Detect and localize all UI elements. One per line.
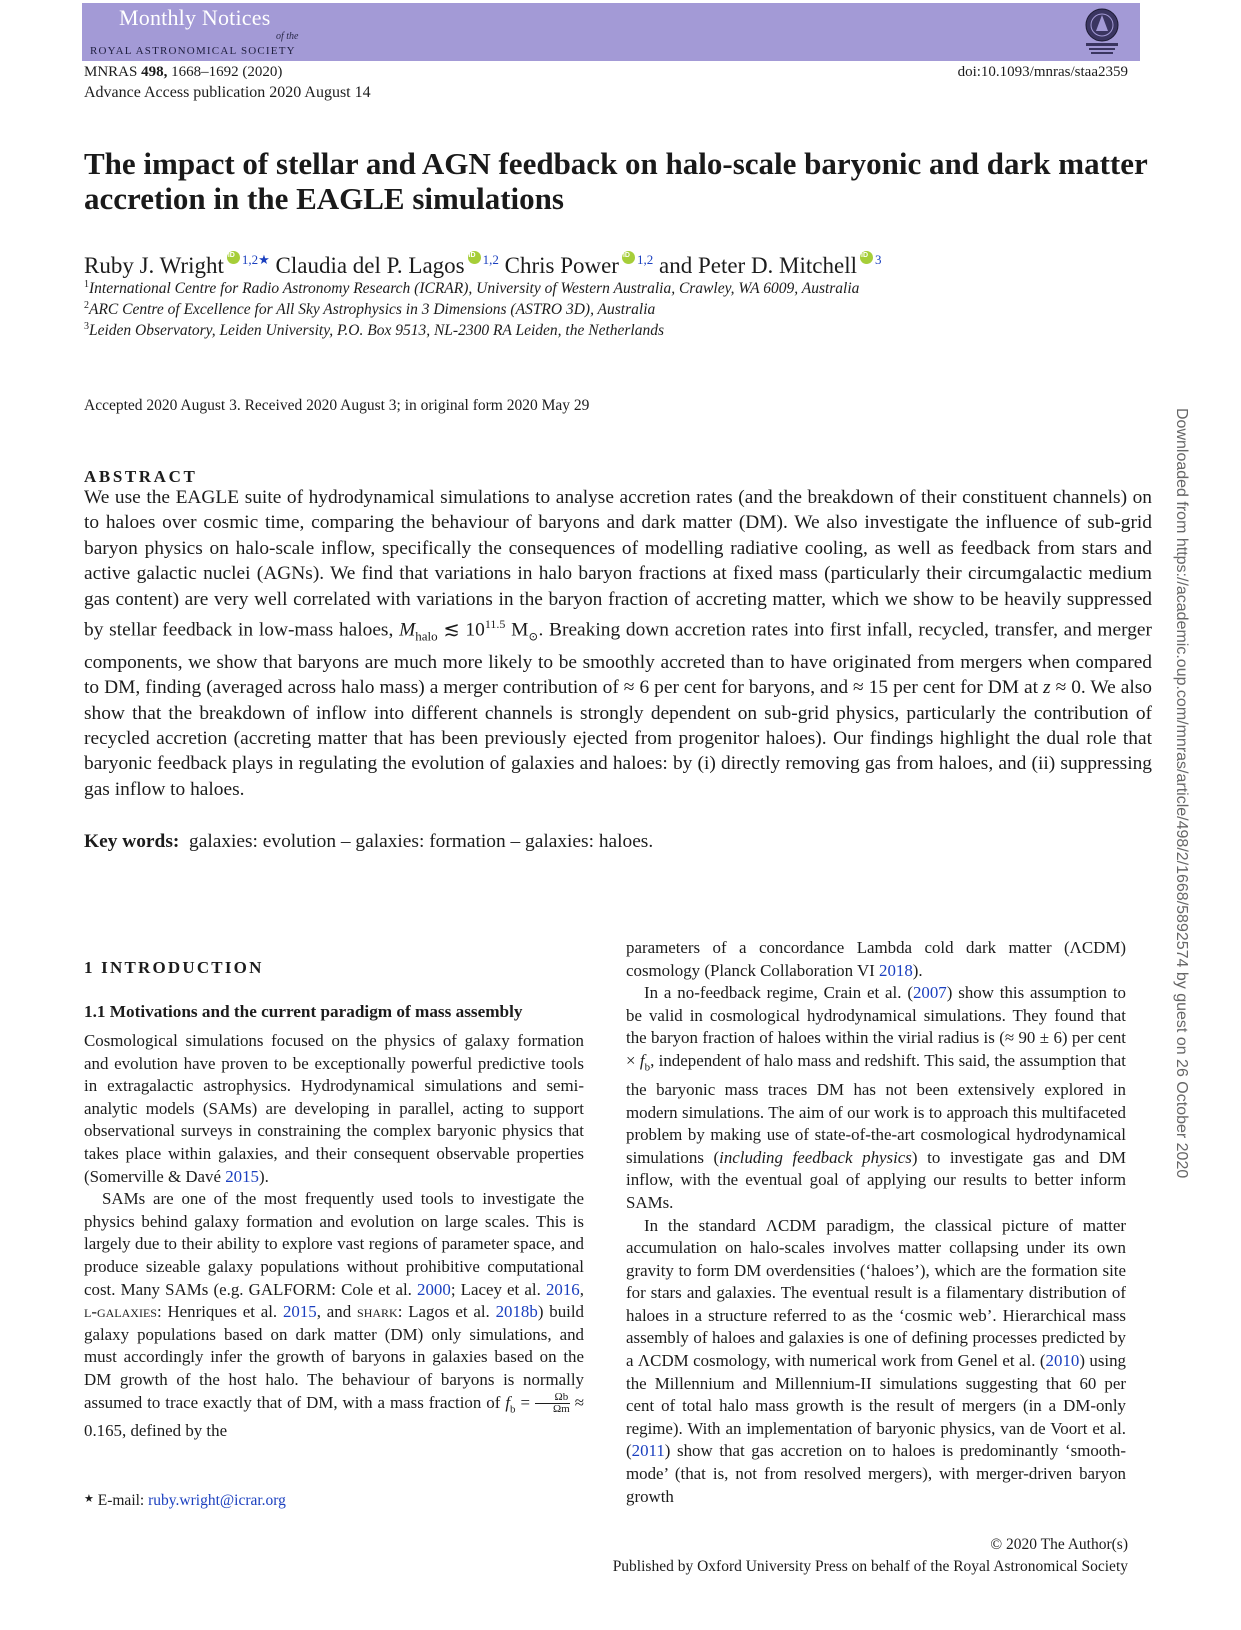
author-affil-sup[interactable]: 1,2 <box>636 252 654 267</box>
sun-symbol: ⊙ <box>528 629 539 644</box>
abstract-text: ≈ 0. We also show that the breakdown of inflow into different channels is strongly dependent on sub-grid physics, particularly the contribution of recycled accretion (accreting matter that has been previously ejected from progenitor haloes). Our findings highlight the dual role that baryonic feedback plays in regulating the evolution of galaxies and haloes: by (i) directly removing gas from haloes, and (ii) suppressing gas inflow to haloes. <box>84 677 1152 800</box>
paragraph-text: In the standard ΛCDM paradigm, the classical picture of matter accumulation on halo-scales involves matter collapsing under its own gravity to form DM overdensities (‘haloes’), which are the formation site for stars and galaxies. The eventual result is a filamentary distribution of haloes in a structure referred to as the ‘cosmic web’. Hierarchical mass assembly of haloes and galaxies is one of defining processes predicted by a ΛCDM cosmology, with numerical work from Genel et al. ( <box>626 1215 1126 1371</box>
footnote-marker: ★ <box>84 1493 94 1505</box>
left-column <box>84 1030 584 1443</box>
paragraph-text: SAMs are one of the most frequently used tools to investigate the physics behind galaxy formation and evolution on large scales. This is largely due to their ability to explore vast regions of parameter space, and produce sizeable galaxy populations without prohibitive computational cost. Many SAMs (e.g. GALFORM: Cole et al. <box>84 1189 584 1299</box>
paragraph-text: ) build galaxy populations based on dark matter (DM) only simulations, and must accordingly infer the growth of baryons in galaxies based on the DM growth of the host halo. The behaviour of baryons is normally assumed to trace exactly that of DM, with a mass fraction of <box>84 1302 584 1412</box>
volume: 498, <box>141 64 168 80</box>
copyright: © 2020 The Author(s) <box>990 1536 1128 1553</box>
abstract-text: . Breaking down accretion rates into first infall, recycled, transfer, and merger components, we show that baryons are much more likely to be smoothly accreted than to have originated from mergers when compared to DM, finding (averaged across halo mass) a merger contribution of ≈ 6 per cent for baryons, and ≈ 15 per cent for DM at <box>84 619 1152 699</box>
math-unit: M <box>505 619 529 641</box>
paragraph-text: , independent of halo mass and redshift. This said, the assumption that the baryonic mass traces DM has not been extensively explored in modern simulations. The aim of our work is to approach this multifaceted problem by making use of state-of-the-art cosmological hydrodynamical simulations ( <box>626 1050 1126 1167</box>
affiliation-number: 2 <box>84 300 89 311</box>
affiliation <box>84 321 664 340</box>
math-subscript: halo <box>415 628 438 644</box>
email-link[interactable]: ruby.wright@icrar.org <box>148 1492 286 1509</box>
citation-link[interactable]: 2011 <box>631 1441 665 1461</box>
paragraph <box>626 937 1126 982</box>
pages-year: 1668–1692 (2020) <box>171 64 283 80</box>
citation-link[interactable]: 2018b <box>495 1302 538 1322</box>
author-name[interactable]: Claudia del P. Lagos <box>275 253 465 278</box>
affiliation-text: Leiden Observatory, Leiden University, P.O. Box 9513, NL-2300 RA Leiden, the Netherlands <box>89 322 665 340</box>
abstract-text: We use the EAGLE suite of hydrodynamical simulations to analyse accretion rates (and the breakdown of their constituent channels) on to haloes over cosmic time, comparing the behaviour of baryons and dark matter (DM). We also investigate the influence of sub-grid baryon physics on halo-scale inflow, specifically the consequences of modelling radiative cooling, as well as feedback from stars and active galactic nuclei (AGNs). We find that variations in halo baryon fractions at fixed mass (particularly their circumgalactic medium gas content) are very well correlated with variations in the baryon fraction of accreting matter, which we show to be heavily suppressed by stellar feedback in low-mass haloes, <box>84 487 1152 641</box>
paragraph <box>626 1215 1126 1509</box>
citation-link[interactable]: 2010 <box>1045 1351 1080 1371</box>
affiliation-text: ARC Centre of Excellence for All Sky Astrophysics in 3 Dimensions (ASTRO 3D), Australia <box>89 301 656 319</box>
journal-name: Monthly Notices <box>119 5 271 30</box>
paragraph-text: Cosmological simulations focused on the physics of galaxy formation and evolution have proven to be exceptionally powerful predictive tools in extragalactic astrophysics. Hydrodynamical simulations and semi-analytic models (SAMs) are developing in parallel, acting to support observational surveys in constraining the complex baryonic physics that takes place within galaxies, and their consequent observable properties (Somerville & Davé <box>84 1031 584 1186</box>
paragraph-text: ). <box>912 960 923 980</box>
citation-link[interactable]: 2015 <box>225 1166 259 1186</box>
paragraph-text: , and <box>316 1302 358 1322</box>
footnote-label: E-mail: <box>93 1492 149 1509</box>
keywords <box>84 831 653 853</box>
paragraph-text: ≈ 0.165, defined by the <box>84 1392 584 1441</box>
affiliation-number: 3 <box>84 321 89 332</box>
paragraph-text: : Henriques et al. <box>156 1302 283 1322</box>
paragraph-text: In a no-feedback regime, Crain et al. ( <box>644 983 913 1003</box>
paragraph-text: ) using the Millennium and Millennium-II simulations suggesting that 60 per cent of total halo mass growth is the result of mergers (in a DM-only regime). With an implementation of baryonic physics, van de Voort et al. ( <box>626 1351 1126 1461</box>
paragraph-text: ) show this assumption to be valid in cosmological hydrodynamical simulations. They found that the baryon fraction of haloes within the virial radius is (≈ 90 ± 6) per cent × <box>626 983 1126 1070</box>
abstract-heading: ABSTRACT <box>84 467 198 486</box>
citation-link[interactable]: 2007 <box>912 983 947 1003</box>
paragraph-text: ; Lacey et al. <box>450 1279 546 1299</box>
citation-link[interactable]: 2000 <box>417 1279 451 1299</box>
paragraph-text: : Lagos et al. <box>397 1302 496 1322</box>
math-symbol: f <box>505 1392 511 1412</box>
right-column <box>626 937 1126 1508</box>
subsection-heading: 1.1 Motivations and the current paradigm of mass assembly <box>84 1002 523 1021</box>
paragraph-text: , <box>579 1279 584 1299</box>
orcid-icon[interactable] <box>468 251 481 264</box>
math-symbol: z <box>1043 677 1051 699</box>
journal-abbrev: MNRAS <box>84 64 138 80</box>
orcid-icon[interactable] <box>622 251 635 264</box>
model-name: shark <box>357 1302 398 1322</box>
footnote <box>84 1492 286 1510</box>
author-name[interactable]: Ruby J. Wright <box>84 253 224 278</box>
math-subscript: b <box>644 1061 651 1074</box>
fraction-denominator: Ωm <box>553 1403 570 1416</box>
math-exponent: 11.5 <box>484 617 506 632</box>
author-list <box>84 251 882 279</box>
paragraph-text: parameters of a concordance Lambda cold dark matter (ΛCDM) cosmology (Planck Collaboration VI <box>626 938 1126 980</box>
paragraph: SAMs are one of the most frequently used tools to investigate the physics behind galaxy formation and evolution on large scales. This is largely due to their ability to explore vast regions of parameter space, and produce sizeable galaxy populations without prohibitive computational cost. Many SAMs (e.g. GALFORM: Cole et al. 2000; Lacey et al. 2016, l-galaxies: Henriques et al. 2015, and shark: Lagos et al. 2018b) build galaxy populations based on dark matter (DM) only simulations, and must accordingly infer the growth of baryons in galaxies based on the DM growth of the host halo. The behaviour of baryons is normally assumed to trace exactly that of DM, with a mass fraction of $f_b$ = $\frac{\Omega b}{\Omega m}$ ≈ 0.165, defined by the <box>84 1189 584 1441</box>
author-affil-sup[interactable]: 1,2★ <box>241 252 270 267</box>
journal-banner <box>82 3 1140 61</box>
orcid-icon[interactable] <box>227 251 240 264</box>
paragraph <box>626 982 1126 1214</box>
fraction-numerator: Ωb <box>535 1392 570 1404</box>
paragraph-text: ). <box>258 1166 269 1186</box>
abstract-body <box>84 485 1152 802</box>
affiliation <box>84 279 859 298</box>
doi[interactable]: doi:10.1093/mnras/staa2359 <box>957 64 1128 80</box>
citation-link[interactable]: 2018 <box>879 960 913 980</box>
journal-of-the: of the <box>276 31 299 42</box>
advance-access: Advance Access publication 2020 August 14 <box>84 84 371 101</box>
math-symbol: f <box>639 1050 645 1070</box>
keywords-label: Key words: <box>84 831 180 852</box>
download-sidebar: Downloaded from https://academic.oup.com/mnras/article/498/2/1668/5892574 by guest on 26 October 2020 <box>1173 408 1190 1179</box>
citation-link[interactable]: 2016 <box>545 1279 580 1299</box>
math-symbol: M <box>399 619 416 641</box>
author-name[interactable]: and Peter D. Mitchell <box>658 253 857 278</box>
section-heading: 1 INTRODUCTION <box>84 958 264 977</box>
paragraph-text: ) show that gas accretion on to haloes is predominantly ‘smooth-mode’ (that is, not from resolved mergers), with merger-driven baryon growth <box>626 1441 1126 1506</box>
author-name[interactable]: Chris Power <box>504 253 619 278</box>
emphasis-text: including feedback physics <box>719 1147 912 1167</box>
paragraph-text: ) to investigate gas and DM inflow, with the eventual goal of applying our results to better inform SAMs. <box>626 1147 1126 1212</box>
affiliation-text: International Centre for Radio Astronomy Research (ICRAR), University of Western Australia, Crawley, WA 6009, Australia <box>89 280 860 298</box>
affiliation <box>84 300 655 319</box>
author-affil-sup[interactable]: 1,2 <box>482 252 499 267</box>
paragraph <box>84 1030 584 1188</box>
keywords-text: galaxies: evolution – galaxies: formation – galaxies: haloes. <box>189 831 654 852</box>
author-affil-sup[interactable]: 3 <box>875 252 882 267</box>
math-relation: ≲ 10 <box>437 619 485 641</box>
publisher-line: Published by Oxford University Press on behalf of the Royal Astronomical Society <box>612 1558 1128 1575</box>
paper-title: The impact of stellar and AGN feedback on halo-scale baryonic and dark matter accretion in the EAGLE simulations <box>84 146 1148 216</box>
accepted-dates: Accepted 2020 August 3. Received 2020 August 3; in original form 2020 May 29 <box>84 397 590 414</box>
omega-fraction <box>535 1392 570 1415</box>
citation-link[interactable]: 2015 <box>282 1302 317 1322</box>
society-name: ROYAL ASTRONOMICAL SOCIETY <box>90 45 296 57</box>
model-name: l-galaxies <box>84 1302 157 1322</box>
math-subscript: b <box>510 1402 516 1415</box>
orcid-icon[interactable] <box>860 251 873 264</box>
ras-crest-icon <box>1074 5 1130 59</box>
citation-line <box>84 64 282 81</box>
affiliation-number: 1 <box>84 279 89 290</box>
